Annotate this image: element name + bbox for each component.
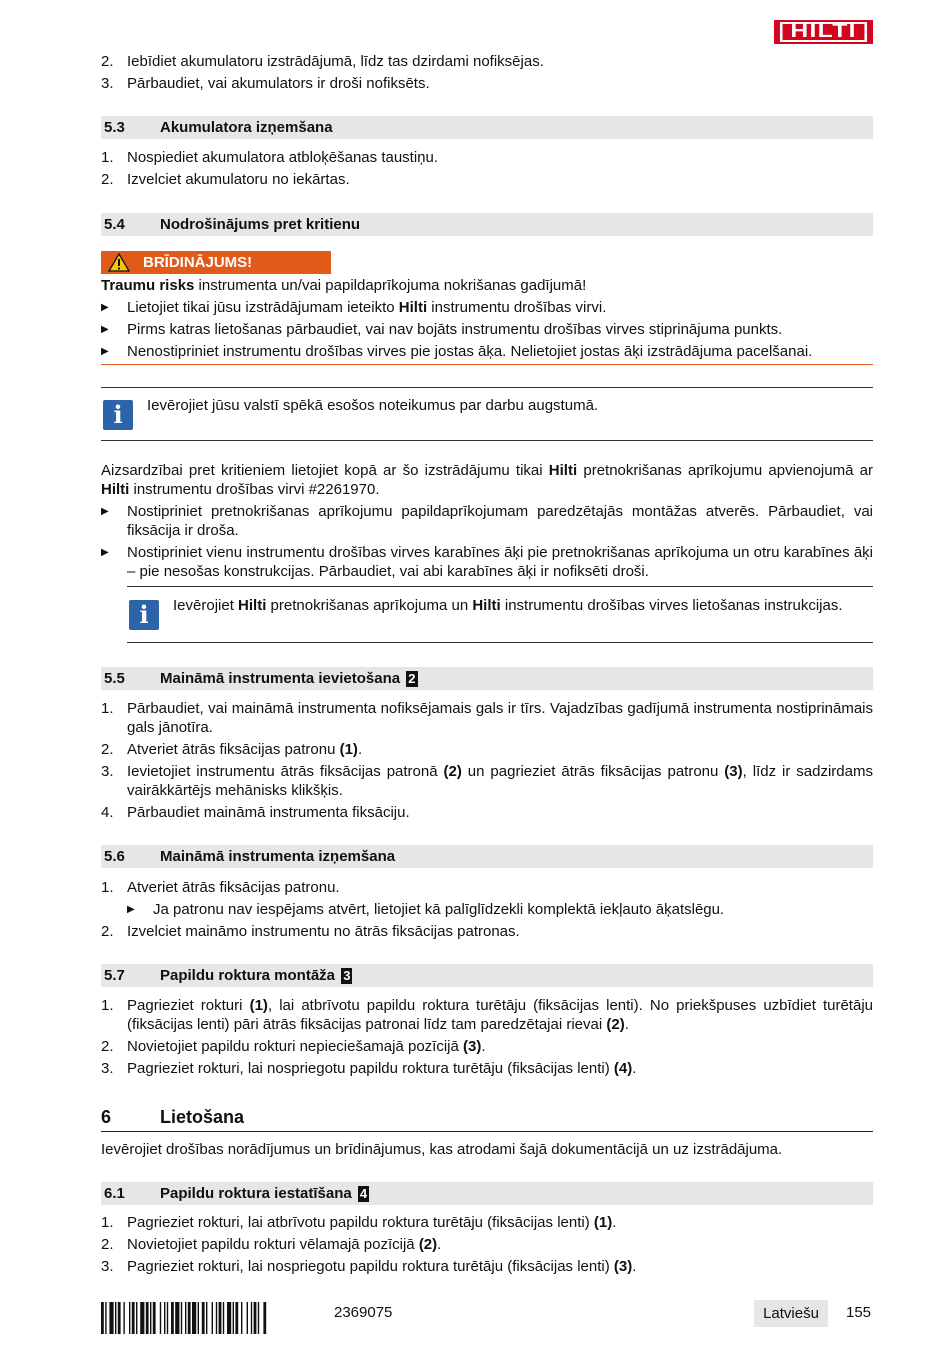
bullet-icon: ▶ <box>101 346 109 357</box>
warning-rule <box>101 364 873 365</box>
info-note-2: Ievērojiet Hilti pretnokrišanas aprīkojuma un Hilti instrumentu drošības virves lietošanas instrukcijas. <box>173 597 843 614</box>
list-5-3 <box>101 148 873 192</box>
list-item: 1. Pārbaudiet, vai maināmā instrumenta nofiksējamais gals ir tīrs. Vajadzības gadījumā instrumenta nostiprināmais gals jānotīra. <box>101 700 873 736</box>
warning-bullets <box>101 298 873 364</box>
info-note-1: Ievērojiet jūsu valstī spēkā esošos noteikumus par darbu augstumā. <box>147 397 599 414</box>
list-item: ▶ Nenostipriniet instrumentu drošības virves pie jostas āķa. Nelietojiet jostas āķi izstrādājuma pacelšanai. <box>101 343 813 360</box>
list-item: ▶ Nostipriniet pretnokrišanas aprīkojumu papildaprīkojumam paredzētajās montāžas atverēs. Pārbaudiet, vai fiksācija ir droša. <box>101 503 873 539</box>
info-rule-bottom <box>101 440 873 441</box>
list-item: 4. Pārbaudiet maināmā instrumenta fiksāciju. <box>101 804 410 821</box>
list-5-7 <box>101 996 873 1081</box>
list-item: 1. Nospiediet akumulatora atbloķēšanas taustiņu. <box>101 149 439 166</box>
list-item: 3. Pārbaudiet, vai akumulators ir droši nofiksēts. <box>101 75 430 92</box>
sub-list-item: ▶ Ja patronu nav iespējams atvērt, lietojiet kā palīglīdzekli komplektā iekļauto āķatslēgu. <box>127 901 725 918</box>
figure-badge: 4 <box>359 1186 368 1201</box>
bullet-icon: ▶ <box>127 904 135 915</box>
page-number: 155 <box>846 1304 872 1321</box>
warning-label: BRĪDINĀJUMS! <box>143 254 253 271</box>
list-5-6 <box>101 878 873 944</box>
list-5-5 <box>101 699 873 825</box>
list-item: 2. Izvelciet akumulatoru no iekārtas. <box>101 171 350 188</box>
bullet-icon: ▶ <box>101 547 109 558</box>
figure-badge: 3 <box>343 968 351 983</box>
list-item: 2. Atveriet ātrās fiksācijas patronu (1). <box>101 741 363 758</box>
bullet-icon: ▶ <box>101 506 109 517</box>
paragraph: Aizsardzībai pret kritieniem lietojiet kopā ar šo izstrādājumu tikai Hilti pretnokrišanas aprīkojumu apvienojumā ar Hilti instrumentu drošības virvi #2261970. <box>101 462 873 498</box>
info-rule-bottom <box>127 642 873 643</box>
document-id: 2369075 <box>334 1304 393 1321</box>
list-item: 2. Novietojiet papildu rokturi vēlamajā pozīcijā (2). <box>101 1236 442 1253</box>
list-item: 2. Izvelciet maināmo instrumentu no ātrās fiksācijas patronas. <box>101 923 520 940</box>
info-rule-top <box>127 586 873 587</box>
section-heading-5-5: 5.5 Maināmā instrumenta ievietošana 2 <box>101 667 873 690</box>
fall-bullets <box>101 502 873 584</box>
warning-banner <box>101 251 331 274</box>
list-item: 2. Novietojiet papildu rokturi nepieciešamajā pozīcijā (3). <box>101 1038 486 1055</box>
chapter-intro: Ievērojiet drošības norādījumus un brīdinājumus, kas atrodami šajā dokumentācijā un uz izstrādājuma. <box>101 1141 783 1158</box>
hilti-logo: HILTI <box>774 20 873 44</box>
list-item: 3. Pagrieziet rokturi, lai nospriegotu papildu roktura turētāju (fiksācijas lenti) (3). <box>101 1258 637 1275</box>
section-heading-6-1: 6.1 Papildu roktura iestatīšana 4 <box>101 1182 873 1205</box>
list-item: 3. Ievietojiet instrumentu ātrās fiksācijas patronā (2) un pagrieziet ātrās fiksācijas patronu (3), līdz ir sadzirdams vairākkārtējs mehānisks klikšķis. <box>101 763 873 799</box>
barcode-image <box>101 1302 314 1334</box>
bullet-icon: ▶ <box>101 302 109 313</box>
top-list <box>101 52 873 96</box>
info-rule-top <box>101 387 873 388</box>
list-item: 1. Pagrieziet rokturi, lai atbrīvotu papildu roktura turētāju (fiksācijas lenti) (1). <box>101 1214 617 1231</box>
section-heading-5-6: 5.6 Maināmā instrumenta izņemšana <box>101 845 873 868</box>
list-item: ▶ Nostipriniet vienu instrumentu drošības virves karabīnes āķi pie pretnokrišanas aprīkojuma un otru karabīnes āķi – pie nesošas konstrukcijas. Pārbaudiet, vai abi karabīnes āķi ir nofiksēti droši. <box>101 544 873 580</box>
list-item: 3. Pagrieziet rokturi, lai nospriegotu papildu roktura turētāju (fiksācijas lenti) (4). <box>101 1060 637 1077</box>
section-heading-5-7: 5.7 Papildu roktura montāža 3 <box>101 964 873 987</box>
list-item: 1. Pagrieziet rokturi (1), lai atbrīvotu papildu roktura turētāju (fiksācijas lenti). No priekšpuses uzbīdiet turētāju (fiksācijas lenti) pāri ātrās fiksācijas patronai līdz tam paredzētajai rievai (2). <box>101 997 873 1033</box>
info-icon: i <box>103 400 133 430</box>
list-item: 2. Iebīdiet akumulatoru izstrādājumā, līdz tas dzirdami nofiksējas. <box>101 53 544 70</box>
chapter-heading-6: 6 Lietošana <box>101 1105 873 1132</box>
info-icon: i <box>129 600 159 630</box>
bullet-icon: ▶ <box>101 324 109 335</box>
list-item: ▶ Pirms katras lietošanas pārbaudiet, vai nav bojāts instrumentu drošības virves stiprinājuma punkts. <box>101 321 783 338</box>
list-item: 1. Atveriet ātrās fiksācijas patronu. <box>101 879 340 896</box>
warning-triangle-icon <box>108 253 130 272</box>
list-6-1 <box>101 1213 873 1279</box>
language-label: Latviešu <box>754 1300 828 1327</box>
section-heading-5-3: 5.3 Akumulatora izņemšana <box>101 116 873 139</box>
list-item: ▶ Lietojiet tikai jūsu izstrādājumam ieteikto Hilti instrumentu drošības virvi. <box>101 299 607 316</box>
risk-text: Traumu risks instrumenta un/vai papildaprīkojuma nokrišanas gadījumā! <box>101 277 587 294</box>
section-heading-5-4: 5.4 Nodrošinājums pret kritienu <box>101 213 873 236</box>
figure-badge: 2 <box>408 671 416 686</box>
